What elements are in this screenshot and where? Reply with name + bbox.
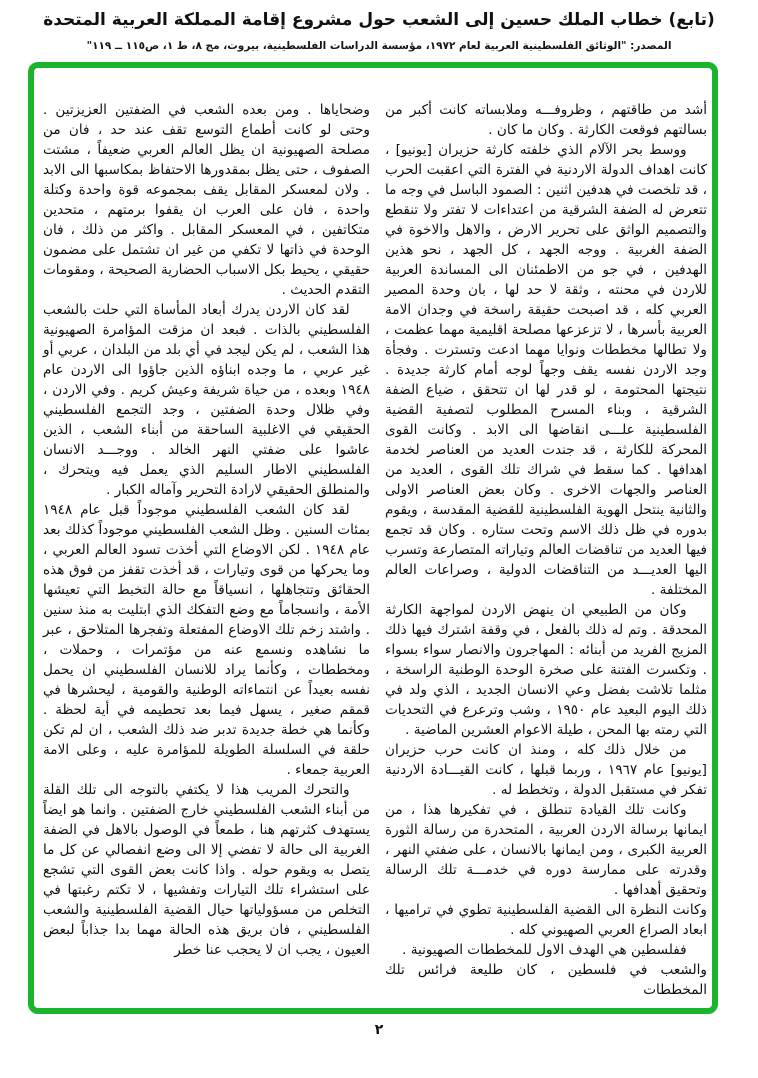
paragraph: لقد كان الاردن يدرك أبعاد المأساة التي حلت بالشعب الفلسطيني بالذات . فبعد ان مزقت المؤامرة الصهيونية هذا الشعب ، لم يكن ليجد في أي بلد من البلدان ، عربي أو غير عربي ، ما وجده ابناؤه الذين جاؤوا الى الاردن عام ١٩٤٨ وبعده ، من حياة شريفة وعيش كريم . وفي الاردن ، وفي ظلال وحدة الضفتين ، وجد التجمع الفلسطيني الحقيقي في الاغلبية الساحقة من أبناء الشعب ، الذين عاشوا على ضفتي النهر الخالد . ووجـــد الانسان الفلسطيني الاطار السليم الذي يعمل فيه ويتحرك ، والمنطلق الحقيقي لارادة التحرير وآماله الكبار . <box>43 302 370 498</box>
paragraph: والشعب في فلسطين ، كان طليعة فرائس تلك المخططات <box>385 962 707 998</box>
paragraph: ووسط بحر الآلام الذي خلفته كارثة حزيران [يونيو] ، كانت اهداف الدولة الاردنية في الفترة التي اعقبت الحرب ، قد تلخصت في هدفين اثنين : الصمود الباسل في وجه ما تتعرض له الضفة الشرقية من اعتداءات لا تفتر ولا تنقطع والتصميم الواثق على تحرير الارض ، والاهل والاخوة في الضفة الغربية . ووجه الجهد ، كل الجهد ، نحو هذين الهدفين ، في جو من الاطمئنان الى المساندة العربية للاردن في محنته ، وثقة لا حد لها ، بان وحدة المصير العربي كله ، قد اصبحت حقيقة راسخة في وجدان الامة العربية بأسرها ، لا تزعزعها مصلحة اقليمية مهما عظمت ، ولا تطالها مخططات ونوايا مهما ادعت وتسترت . وفجأة وجد الاردن نفسه يقف وجهاً لوجه أمام كارثة جديدة . نتيجتها المحتومة ، لو قدر لها ان تتحقق ، ضياع الضفة الشرقية ، وبناء المسرح المطلوب لتصفية القضية الفلسطينية علـــى انقاضها الى الابد . وكانت القوى المحركة للكارثة ، قد جندت العديد من العناصر لخدمة اهدافها . كما سقط في شراك تلك القوى ، العديد من العناصر والجهات الاخرى . وكان بعض العناصر الاولى والثانية ينتحل الهوية الفلسطينية للقضية المقدسة ، ويقوم بدوره في ظل ذلك الاسم وتحت ستاره . وكان قد تجمع فيها العديد من تناقضات العالم وتياراته المتصارعة وتسرب اليها العديـــد من التناقضات الدولية ، وصراعات العالم المختلفة . <box>385 142 707 598</box>
paragraph: ففلسطين هي الهدف الاول للمخططات الصهيونية . <box>402 942 687 958</box>
paragraph: وكانت النظرة الى القضية الفلسطينية تطوي في تراميها ، ابعاد الصراع العربي الصهيوني كله . <box>385 902 707 938</box>
paragraph: وضحاياها . ومن بعده الشعب في الضفتين العزيزتين . وحتى لو كانت أطماع التوسع تقف عند حد ، فان من مصلحة الصهيونية ان يظل العالم العربي ضعيفاً ، مشتت الصفوف ، حتى يظل بمقدورها الاحتفاظ بمكاسبها الى الابد . ولان لمعسكر المقابل يقف بمجموعه قوة واحدة وكتلة واحدة ، فان على العرب ان يقفوا برمتهم ، متحدين متكاتفين ، في المعسكر المقابل . واكثر من ذلك ، فان الوحدة في ذاتها لا تكفي من غير ان تشتمل على مضمون حقيقي ، يحيط بكل الاسباب الحضارية الصحيحة ، ومقومات التقدم الحديث . <box>43 102 370 298</box>
paragraph: أشد من طاقتهم ، وظروفـــه وملابساته كانت أكبر من بسالتهم فوقعت الكارثة . وكان ما كان . <box>385 102 707 138</box>
paragraph: وكانت تلك القيادة تنطلق ، في تفكيرها هذا ، من ايمانها برسالة الاردن العربية ، المتحدرة من رسالة الثورة العربية الكبرى ، ومن ايمانها بالانسان ، على ضفتي النهر ، وقدرته على ممارسة دوره في خدمـــة تلك الرسالة وتحقيق أهدافها . <box>385 802 707 898</box>
paragraph: لقد كان الشعب الفلسطيني موجوداً قبل عام ١٩٤٨ بمئات السنين . وظل الشعب الفلسطيني موجوداً كذلك بعد عام ١٩٤٨ . لكن الاوضاع التي أخذت تسود العالم العربي ، وما يحركها من قوى وتيارات ، قد أخذت تقفز من فوق هذه الحقائق وتتجاهلها ، انسياقاً مع حالة التخبط التي تعيشها الأمة ، وانسجاماً مع وضع التفكك الذي ابتليت به منذ سنين . واشتد زخم تلك الاوضاع المفتعلة وتفجرها المتلاحق ، عبر ما نشاهده ونسمع عنه من مؤتمرات ، وحملات ، ومخططات ، وكأنما يراد للانسان الفلسطيني ان يحمل نفسه بعيداً عن انتماءاته الوطنية والقومية ، ليحشرها في قمقم صغير ، يسهل فيما بعد تحطيمه في أية لحظة . وكأنما هي خطة جديدة تدبر ضد ذلك الشعب ، ان لم تكن حلقة في السلسلة الطويلة للمؤامرة عليه ، وعلى الامة العربية جمعاء . <box>43 502 370 778</box>
paragraph: والتحرك المريب هذا لا يكتفي بالتوجه الى تلك القلة من أبناء الشعب الفلسطيني خارج الضفتين . وانما هو ايضاً يستهدف كثرتهم هنا ، طمعاً في الوصول بالاهل في الضفة الغربية الى حالة لا تفضي إلا الى وضع انفصالي عن كل ما يتصل به ويقوم حوله . واذا كانت بعض القوى التي تشجع على استشراء تلك التيارات وتفشيها ، لا تكتم رغبتها في التخلص من مسؤولياتها حيال القضية الفلسطينية والشعب الفلسطيني ، فان بريق هذه الحالة مهما بدا جذاباً لبعض العيون ، يجب ان لا يحجب عنا خطر <box>43 782 370 958</box>
paragraph: وكان من الطبيعي ان ينهض الاردن لمواجهة الكارثة المحدقة . وتم له ذلك بالفعل ، في وقفة اشترك فيها ذلك المزيج الفريد من أبنائه : المهاجرون والانصار سواء بسواء . وتكسرت الفتنة على صخرة الوحدة الوطنية الراسخة ، مثلما تلاشت بفضل وعي الانسان الجديد ، الذي ولد في ذلك اليوم البعيد عام ١٩٥٠ ، وشب وترعرع في التحديات التي رمته بها المحن ، طيلة الاعوام العشرين الماضية . <box>385 602 707 738</box>
page-number: ٢ <box>374 1022 384 1038</box>
page-title: (تابع) خطاب الملك حسين إلى الشعب حول مشروع إقامة المملكة العربية المتحدة <box>43 10 715 30</box>
green-border-box <box>28 62 718 1014</box>
paragraph: من خلال ذلك كله ، ومنذ ان كانت حرب حزيران [يونيو] عام ١٩٦٧ ، وربما قبلها ، كانت القيـــادة الاردنية تفكر في مستقبل الدولة ، وتخطط له . <box>385 742 707 798</box>
left-text-column <box>43 100 370 1008</box>
right-text-column <box>385 100 707 1008</box>
text-columns <box>34 68 712 1008</box>
source-citation: المصدر: "الوثائق الفلسطينية العربية لعام ١٩٧٢، مؤسسة الدراسات الفلسطينية، بيروت، مج ٨، ط ١، ص١١٥ ــ ١١٩" <box>86 40 672 52</box>
